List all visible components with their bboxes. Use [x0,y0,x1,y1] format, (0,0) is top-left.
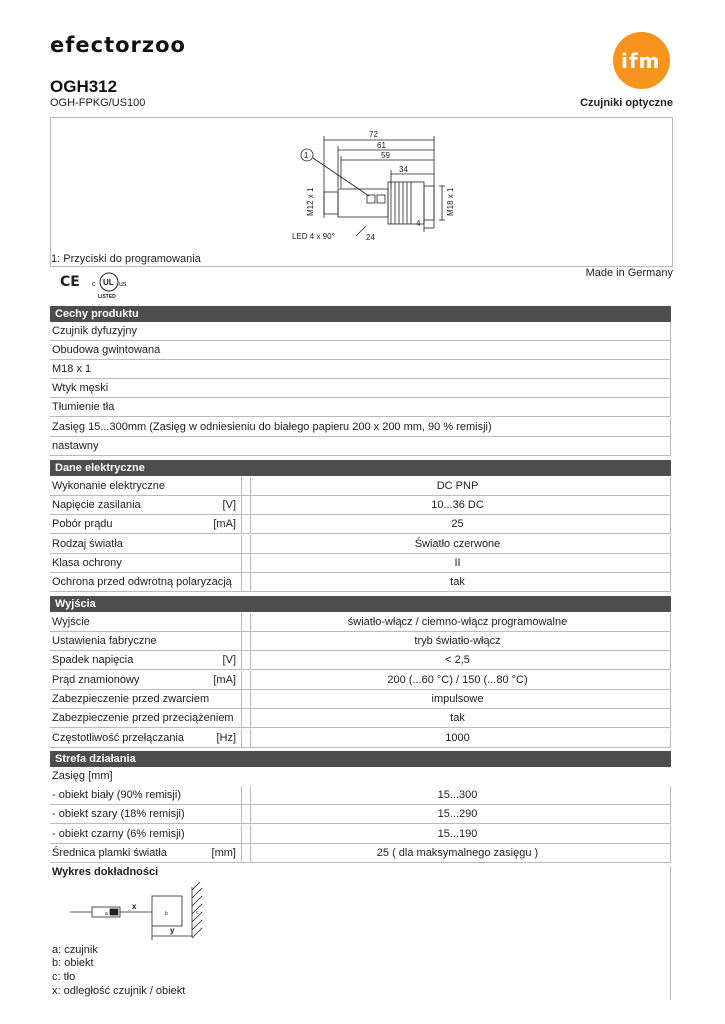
table-row: Rodzaj światła Światło czerwone [50,535,671,554]
table-row: - obiekt szary (18% remisji) 15...290 [50,805,671,824]
table-row: Zabezpieczenie przed zwarciem impulsowe [50,690,671,709]
ul-us-mark: us [119,281,127,288]
feature-row: nastawny [50,437,671,456]
accuracy-diagram [52,882,222,945]
feature-row: Zasięg 15...300mm (Zasięg w odniesieniu do białego papieru 200 x 200 mm, 90 % remisji) [50,418,671,437]
diagram-label-y: y [170,926,175,935]
diagram-label-b: b [165,911,168,917]
dim-24: 24 [366,233,375,242]
dim-59: 59 [381,151,390,160]
dim-4: 4 [416,219,421,228]
accuracy-title: Wykres dokładności [52,866,159,878]
table-row: Częstotliwość przełączania [Hz] 1000 [50,729,671,748]
table-row: Ustawienia fabryczne tryb światło-włącz [50,632,671,651]
section-range-header: Strefa działania [50,751,671,767]
callout-number: 1 [304,151,309,160]
divider [670,866,671,1000]
ul-mark: UL [103,278,114,287]
ifm-logo-text: ifm [621,49,661,73]
dim-34: 34 [399,165,408,174]
legend-item: x: odległość czujnik / obiekt [52,985,186,997]
section-outputs-header: Wyjścia [50,596,671,612]
diagram-label-x: x [132,902,137,911]
legend-item: b: obiekt [52,957,94,969]
ul-c-mark: c [92,281,96,288]
brand-logo: efectorzoo [50,33,186,57]
feature-row: Czujnik dyfuzyjny [50,322,671,341]
drawing-caption: 1: Przyciski do programowania [51,253,201,265]
section-electrical-header: Dane elektryczne [50,460,671,476]
feature-row: Tłumienie tła [50,398,671,417]
diagram-label-c: c [196,910,199,916]
table-row: Ochrona przed odwrotną polaryzacją tak [50,573,671,592]
ifm-logo [613,32,670,89]
ul-listed: LISTED [98,294,116,300]
dimension-drawing [50,117,673,267]
certification-marks [58,272,138,305]
range-sub-label: Zasięg [mm] [52,770,113,782]
page-subtitle: OGH-FPKG/US100 [50,97,146,109]
thread-left-label: M12 x 1 [306,187,315,216]
dim-61: 61 [377,141,386,150]
page-title: OGH312 [50,77,118,96]
sensor-drawing [51,118,672,266]
table-row: Wykonanie elektryczne DC PNP [50,477,671,496]
table-row: Prąd znamionowy [mA] 200 (...60 °C) / 150 (...80 °C) [50,671,671,690]
ce-mark: CE [60,274,80,290]
thread-right-label: M18 x 1 [446,187,455,216]
led-label: LED 4 x 90° [292,232,335,241]
feature-row: M18 x 1 [50,360,671,379]
category-label: Czujniki optyczne [580,97,673,109]
table-row: Średnica plamki światła [mm] 25 ( dla maksymalnego zasięgu ) [50,844,671,863]
table-row: Spadek napięcia [V] < 2,5 [50,651,671,670]
table-row: Klasa ochrony II [50,554,671,573]
feature-row: Wtyk męski [50,379,671,398]
made-in-label: Made in Germany [585,267,673,279]
section-features-header: Cechy produktu [50,306,671,322]
feature-row: Obudowa gwintowana [50,341,671,360]
table-row: Pobór prądu [mA] 25 [50,515,671,534]
legend-item: c: tło [52,971,76,983]
table-row: Wyjście światło-włącz / ciemno-włącz programowalne [50,613,671,632]
legend-item: a: czujnik [52,944,98,956]
table-row: - obiekt czarny (6% remisji) 15...190 [50,825,671,844]
dim-72: 72 [369,130,378,139]
diagram-label-a: a [105,911,108,917]
table-row: - obiekt biały (90% remisji) 15...300 [50,786,671,805]
table-row: Zabezpieczenie przed przeciążeniem tak [50,709,671,728]
table-row: Napięcie zasilania [V] 10...36 DC [50,496,671,515]
